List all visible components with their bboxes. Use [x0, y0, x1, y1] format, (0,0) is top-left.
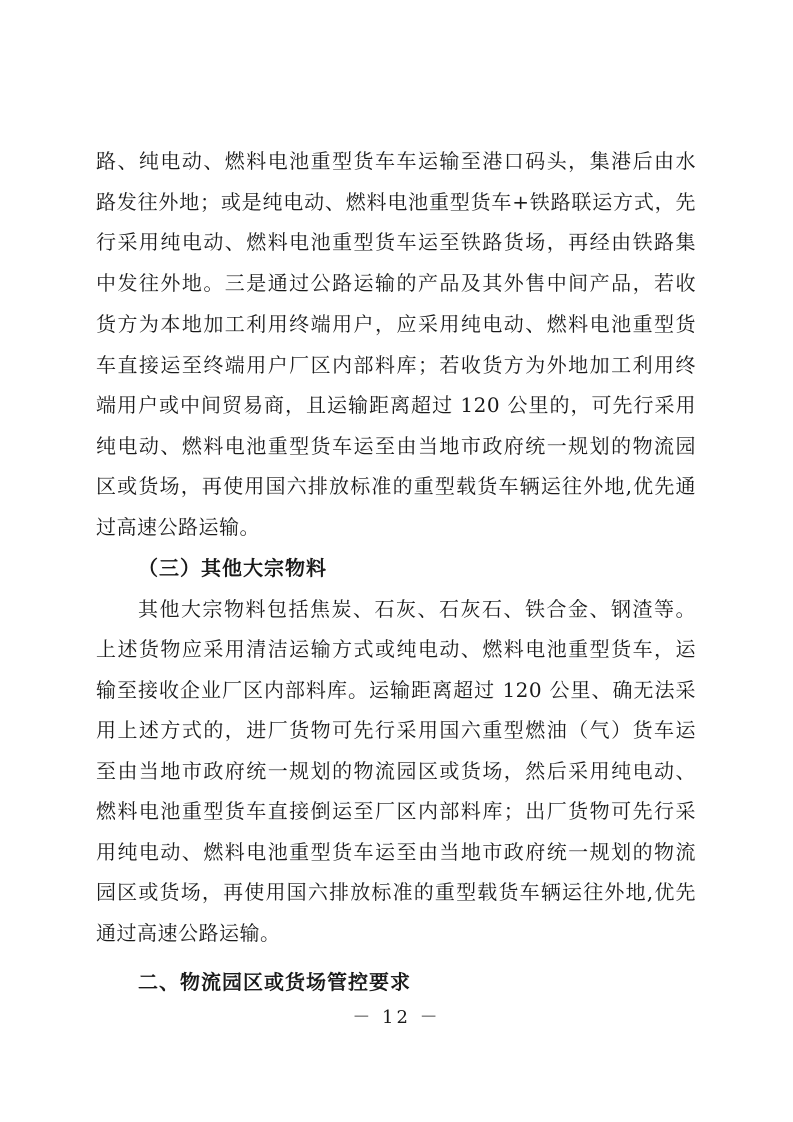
text-line: 用上述方式的，进厂货物可先行采用国六重型燃油（气）货车运 [96, 718, 696, 742]
text-line: 上述货物应采用清洁运输方式或纯电动、燃料电池重型货车，运 [96, 637, 696, 661]
text-line: 输至接收企业厂区内部料库。运输距离超过 120 公里、确无法采 [96, 678, 696, 702]
text-line: 园区或货场，再使用国六排放标准的重型载货车辆运往外地,优先 [96, 880, 696, 904]
text-line: 行采用纯电动、燃料电池重型货车运至铁路货场，再经由铁路集 [96, 230, 696, 254]
text-line: 燃料电池重型货车直接倒运至厂区内部料库；出厂货物可先行采 [96, 799, 696, 823]
text-line: 通过高速公路运输。 [96, 921, 281, 945]
section-heading: （三）其他大宗物料 [138, 556, 327, 580]
text-line: 车直接运至终端用户厂区内部料库；若收货方为外地加工利用终 [96, 353, 696, 377]
text-line: 中发往外地。三是通过公路运输的产品及其外售中间产品，若收 [96, 271, 696, 295]
text-line: 至由当地市政府统一规划的物流园区或货场，然后采用纯电动、 [96, 759, 696, 783]
text-line: 端用户或中间贸易商，且运输距离超过 120 公里的，可先行采用 [96, 393, 696, 417]
page-number: － 12 － [352, 1007, 441, 1028]
text-line: 货方为本地加工利用终端用户，应采用纯电动、燃料电池重型货 [96, 312, 696, 336]
text-line: 其他大宗物料包括焦炭、石灰、石灰石、铁合金、钢渣等。 [138, 597, 696, 621]
text-line: 区或货场，再使用国六排放标准的重型载货车辆运往外地,优先通 [96, 474, 696, 498]
chapter-heading: 二、物流园区或货场管控要求 [138, 970, 411, 994]
text-line: 纯电动、燃料电池重型货车运至由当地市政府统一规划的物流园 [96, 434, 696, 458]
text-line: 用纯电动、燃料电池重型货车运至由当地市政府统一规划的物流 [96, 840, 696, 864]
text-line: 路、纯电动、燃料电池重型货车车运输至港口码头，集港后由水 [96, 149, 696, 173]
text-line: 路发往外地；或是纯电动、燃料电池重型货车+铁路联运方式，先 [96, 190, 696, 214]
text-line: 过高速公路运输。 [96, 515, 260, 539]
